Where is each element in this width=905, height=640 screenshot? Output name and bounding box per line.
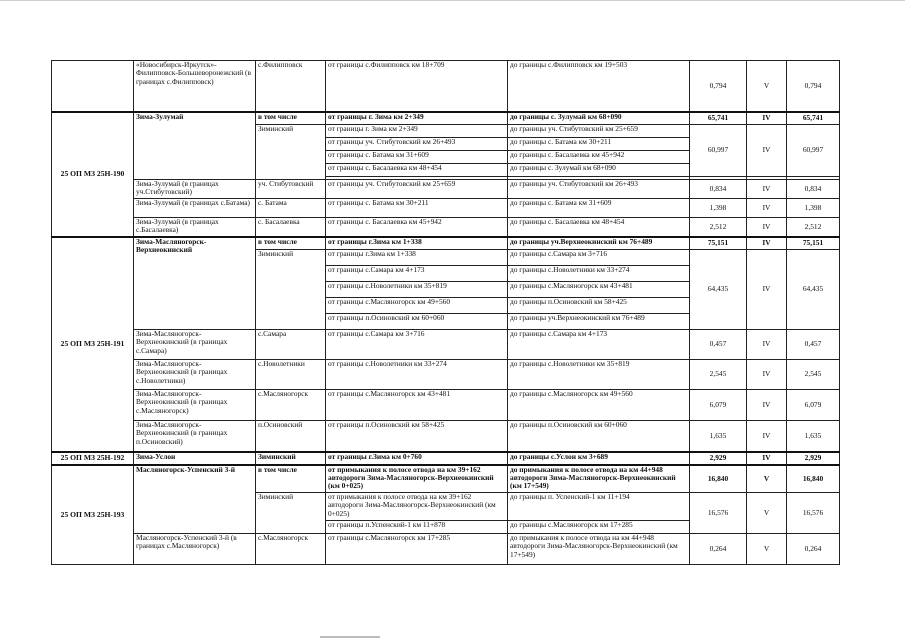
road-name-cell: Зима-Масляногорск-Верхнеокинский (в границах с.Новолетники) [134, 360, 256, 390]
from-cell: от границы с.Масляногорск км 43+481 [326, 390, 508, 421]
table-row [52, 180, 840, 199]
length-cell: 0,457 [690, 330, 747, 360]
to-cell: до границы с. Басалаевка км 45+942 [508, 151, 690, 164]
road-name-cell: Зима-Масляногорск-Верхнеокинский (в границах п.Осиновский) [134, 421, 256, 452]
from-cell: от границы г.Зима км 0+760 [326, 452, 508, 465]
to-cell: до границы с.Новолетники км 33+274 [508, 266, 690, 282]
road-id-cell [52, 61, 134, 112]
category-cell: IV [747, 452, 787, 465]
to-cell: до границы уч. Стибутовский км 26+493 [508, 180, 690, 199]
road-id-cell: 25 ОП МЗ 25Н-191 [52, 237, 134, 452]
road-name-cell: Зима-Зулумай (в границах уч.Стибутовский) [134, 180, 256, 199]
road-name-cell: Зима-Зулумай (в границах с.Басалаевка) [134, 218, 256, 237]
table-row [52, 199, 840, 218]
total-cell: 75,151 [787, 237, 840, 250]
road-name-cell: Зима-Масляногорск-Верхнеокинский (в границах с.Самара) [134, 330, 256, 360]
table-row [52, 61, 840, 112]
to-cell: до границы с. Басалаевка км 48+454 [508, 218, 690, 237]
scan-bottom-mark [320, 636, 380, 638]
from-cell: от границы с.Масляногорск км 49+560 [326, 298, 508, 314]
category-cell: IV [747, 390, 787, 421]
category-cell: V [747, 465, 787, 493]
from-cell: от границы г. Зима км 2+349 [326, 125, 508, 138]
from-cell: от границы п.Осиновский км 60+060 [326, 314, 508, 330]
from-cell: от границы с.Новолетники км 33+274 [326, 360, 508, 390]
table-row [52, 112, 840, 125]
settlement-cell: с.Филипповск [256, 61, 326, 112]
from-cell: от примыкания к полосе отвода на км 39+162 автодороги Зима-Масляногорск-Верхнеокинский (км 0+025) [326, 493, 508, 521]
length-cell: 16,576 [690, 493, 747, 534]
to-cell: до границы уч. Стибутовский км 25+659 [508, 125, 690, 138]
category-cell: IV [747, 112, 787, 125]
to-cell: до примыкания к полосе отвода на км 44+948 автодороги Зима-Масляногорск-Верхнеокинский (км 17+549) [508, 465, 690, 493]
total-cell: 0,264 [787, 534, 840, 565]
table-row [52, 465, 840, 493]
category-cell: IV [747, 218, 787, 237]
length-cell: 64,435 [690, 250, 747, 330]
settlement-cell: Зиминский [256, 125, 326, 180]
to-cell: до границы уч.Верхнеокинский км 76+489 [508, 314, 690, 330]
to-cell: до границы п.Осиновский км 58+425 [508, 298, 690, 314]
road-name-cell: Зима-Зулумай (в границах с.Батама) [134, 199, 256, 218]
category-cell: IV [747, 421, 787, 452]
table-row [52, 452, 840, 465]
length-cell: 65,741 [690, 112, 747, 125]
category-cell: IV [747, 125, 787, 177]
length-cell: 2,545 [690, 360, 747, 390]
total-cell: 64,435 [787, 250, 840, 330]
length-cell: 0,834 [690, 180, 747, 199]
to-cell: до границы с.Услон км 3+689 [508, 452, 690, 465]
settlement-cell: с. Басалаевка [256, 218, 326, 237]
from-cell: от границы п.Успенский-1 км 11+878 [326, 521, 508, 534]
from-cell: от границы г.Зима км 1+338 [326, 237, 508, 250]
settlement-cell: с.Новолетники [256, 360, 326, 390]
length-cell: 60,997 [690, 125, 747, 177]
from-cell: от границы с.Масляногорск км 17+285 [326, 534, 508, 565]
total-cell: 60,997 [787, 125, 840, 177]
table-row [52, 218, 840, 237]
category-cell: IV [747, 330, 787, 360]
length-cell: 0,794 [690, 61, 747, 112]
from-cell: от границы с.Самара км 3+716 [326, 330, 508, 360]
settlement-cell: п.Осиновский [256, 421, 326, 452]
settlement-cell: в том числе [256, 465, 326, 493]
total-cell: 0,457 [787, 330, 840, 360]
to-cell: до границы с.Масляногорск км 43+481 [508, 282, 690, 298]
settlement-cell: с.Самара [256, 330, 326, 360]
table-row [52, 534, 840, 565]
from-cell: от примыкания к полосе отвода на км 39+162 автодороги Зима-Масляногорск-Верхнеокинский (км 0+025) [326, 465, 508, 493]
total-cell: 2,512 [787, 218, 840, 237]
to-cell: до границы с.Самара км 3+716 [508, 250, 690, 266]
from-cell: от границы г. Зима км 2+349 [326, 112, 508, 125]
roads-table [51, 60, 840, 565]
from-cell: от границы уч. Стибутовский км 26+493 [326, 138, 508, 151]
length-cell: 1,635 [690, 421, 747, 452]
road-name-cell: Масляногорск-Успенский 3-й (в границах с.Масляногорск) [134, 534, 256, 565]
length-cell: 2,929 [690, 452, 747, 465]
to-cell: до границы п.Осиновский км 60+060 [508, 421, 690, 452]
from-cell: от границы с. Батама км 31+609 [326, 151, 508, 164]
road-id-cell: 25 ОП МЗ 25Н-190 [52, 112, 134, 237]
settlement-cell: с.Масляногорск [256, 534, 326, 565]
settlement-cell: уч. Стибутовский [256, 180, 326, 199]
settlement-cell: Зиминский [256, 250, 326, 330]
scan-edge-line [0, 0, 905, 1]
length-cell: 75,151 [690, 237, 747, 250]
settlement-cell: в том числе [256, 237, 326, 250]
settlement-cell: с. Батама [256, 199, 326, 218]
to-cell: до границы с.Новолетники км 35+819 [508, 360, 690, 390]
to-cell: до примыкания к полосе отвода на км 44+948 автодороги Зима-Масляногорск-Верхнеокинский (км 17+549) [508, 534, 690, 565]
total-cell: 2,545 [787, 360, 840, 390]
total-cell: 16,576 [787, 493, 840, 534]
length-cell: 16,840 [690, 465, 747, 493]
from-cell: от границы с. Басалаевка км 45+942 [326, 218, 508, 237]
to-cell: до границы с.Самара км 4+173 [508, 330, 690, 360]
to-cell: до границы п. Успенский-1 км 11+194 [508, 493, 690, 521]
settlement-cell: с.Масляногорск [256, 390, 326, 421]
total-cell: 6,079 [787, 390, 840, 421]
road-id-cell: 25 ОП МЗ 25Н-192 [52, 452, 134, 465]
category-cell: IV [747, 250, 787, 330]
category-cell: IV [747, 360, 787, 390]
table-row [52, 421, 840, 452]
length-cell: 6,079 [690, 390, 747, 421]
to-cell: до границы с.Масляногорск км 17+285 [508, 521, 690, 534]
from-cell: от границы с.Самара км 4+173 [326, 266, 508, 282]
road-name-cell: «Новосибирск-Иркутск»-Филипповск-Большеворонежский (в границах с.Филипповск) [134, 61, 256, 112]
settlement-cell: Зиминский [256, 493, 326, 534]
road-id-cell: 25 ОП МЗ 25Н-193 [52, 465, 134, 565]
to-cell: до границы с. Батама км 30+211 [508, 138, 690, 151]
total-cell: 1,398 [787, 199, 840, 218]
from-cell: от границы уч. Стибутовский км 25+659 [326, 180, 508, 199]
table-row [52, 360, 840, 390]
length-cell: 0,264 [690, 534, 747, 565]
from-cell: от границы п.Осиновский км 58+425 [326, 421, 508, 452]
from-cell: от границы с.Новолетники км 35+819 [326, 282, 508, 298]
from-cell: от границы г.Зима км 1+338 [326, 250, 508, 266]
length-cell: 2,512 [690, 218, 747, 237]
settlement-cell: Зиминский [256, 452, 326, 465]
length-cell: 1,398 [690, 199, 747, 218]
from-cell: от границы с.Филипповск км 18+709 [326, 61, 508, 112]
category-cell: V [747, 534, 787, 565]
category-cell: IV [747, 199, 787, 218]
total-cell: 0,834 [787, 180, 840, 199]
category-cell: V [747, 61, 787, 112]
road-name-cell: Зима-Масляногорск-Верхнеокинский [134, 237, 256, 330]
total-cell: 0,794 [787, 61, 840, 112]
from-cell: от границы с. Батама км 30+211 [326, 199, 508, 218]
category-cell: IV [747, 180, 787, 199]
to-cell: до границы с. Зулумай км 68+090 [508, 164, 690, 177]
to-cell: до границы с. Батама км 31+609 [508, 199, 690, 218]
road-name-cell: Зима-Услон [134, 452, 256, 465]
table-row [52, 330, 840, 360]
to-cell: до границы уч.Верхнеокинский км 76+489 [508, 237, 690, 250]
to-cell: до границы с. Зулумай км 68+090 [508, 112, 690, 125]
road-name-cell: Зима-Масляногорск-Верхнеокинский (в границах с.Масляногорск) [134, 390, 256, 421]
from-cell: от границы с. Басалаевка км 48+454 [326, 164, 508, 177]
category-cell: IV [747, 237, 787, 250]
total-cell: 2,929 [787, 452, 840, 465]
total-cell: 16,840 [787, 465, 840, 493]
category-cell: V [747, 493, 787, 534]
table-row [52, 390, 840, 421]
table-row [52, 237, 840, 250]
to-cell: до границы с.Филипповск км 19+503 [508, 61, 690, 112]
settlement-cell: в том числе [256, 112, 326, 125]
total-cell: 65,741 [787, 112, 840, 125]
to-cell: до границы с.Масляногорск км 49+560 [508, 390, 690, 421]
total-cell: 1,635 [787, 421, 840, 452]
road-name-cell: Масляногорск-Успенский 3-й [134, 465, 256, 534]
road-name-cell: Зима-Зулумай [134, 112, 256, 180]
